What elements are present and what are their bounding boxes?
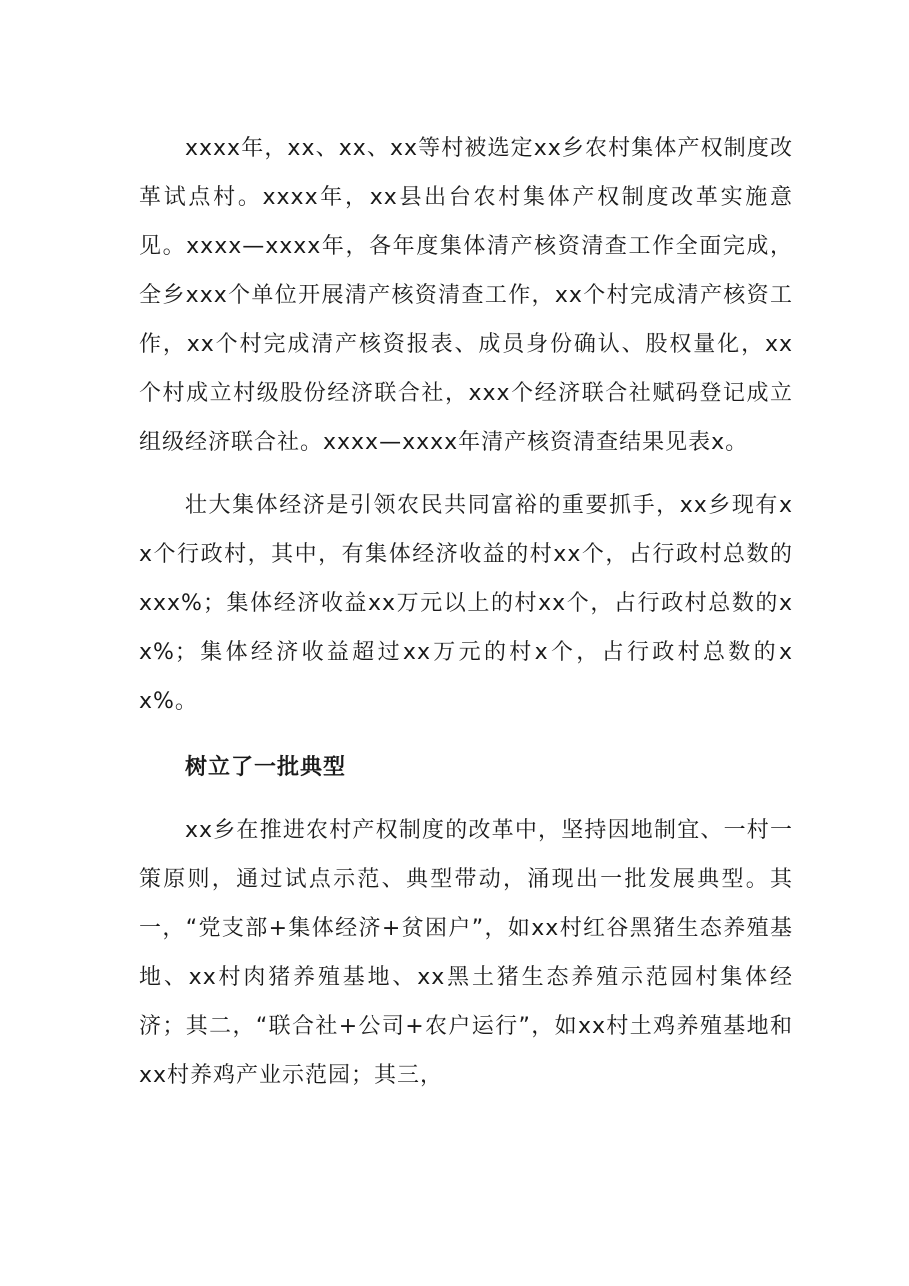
section-heading: 树立了一批典型 — [185, 755, 347, 780]
document-body — [139, 124, 793, 1100]
paragraph-collective-economy: 壮大集体经济是引领农民共同富裕的重要抓手，xx乡现有xx个行政村，其中，有集体经济收益的村xx个，占行政村总数的xxx%；集体经济收益xx万元以上的村xx个，占行政村总数的xx%；集体经济收益超过xx万元的村x个，占行政村总数的xx%。 — [139, 493, 793, 714]
paragraph-typical-examples: xx乡在推进农村产权制度的改革中，坚持因地制宜、一村一策原则，通过试点示范、典型带动，涌现出一批发展典型。其一，“党支部+集体经济+贫困户”，如xx村红谷黑猪生态养殖基地、xx村肉猪养殖基地、xx黑土猪生态养殖示范园村集体经济；其二，“联合社+公司+农户运行”，如xx村土鸡养殖基地和xx村养鸡产业示范园；其三， — [139, 818, 793, 1088]
paragraph-pilot-villages: xxxx年，xx、xx、xx等村被选定xx乡农村集体产权制度改革试点村。xxxx年，xx县出台农村集体产权制度改革实施意见。xxxx—xxxx年，各年度集体清产核资清查工作全面完成，全乡xxx个单位开展清产核资清查工作，xx个村完成清产核资工作，xx个村完成清产核资报表、成员身份确认、股权量化，xx个村成立村级股份经济联合社，xxx个经济联合社赋码登记成立组级经济联合社。xxxx—xxxx年清产核资清查结果见表x。 — [139, 136, 793, 455]
